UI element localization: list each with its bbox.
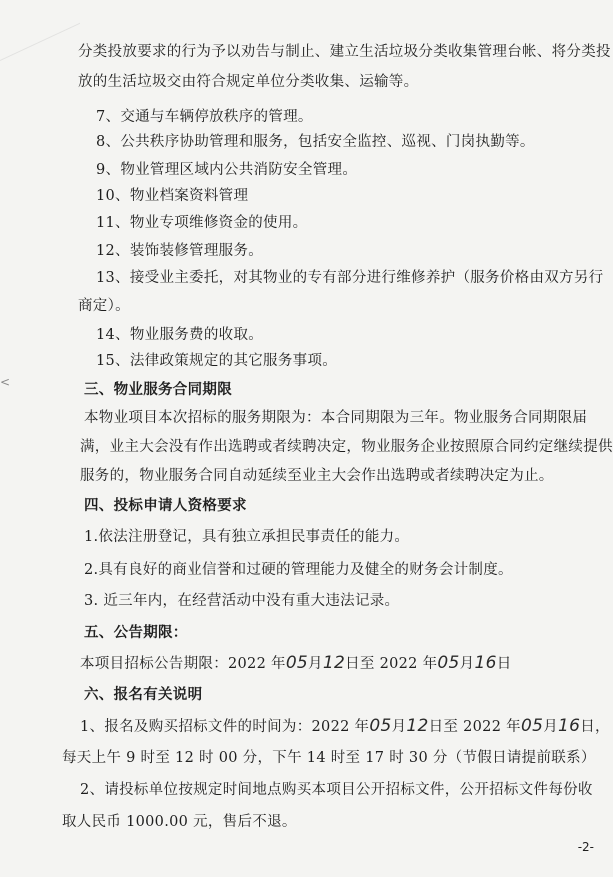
- announcement-period-line: [80, 653, 512, 674]
- text-span: 月: [459, 656, 475, 672]
- text-line: 本物业项目本次招标的服务期限为：本合同期限为三年。物业服务合同期限届: [84, 410, 588, 426]
- qualification-3: 3. 近三年内，在经营活动中没有重大违法记录。: [84, 593, 400, 609]
- text-line: 放的生活垃圾交由符合规定单位分类收集、运输等。: [78, 74, 419, 90]
- qualification-2: 2.具有良好的商业信誉和过硬的管理能力及健全的财务会计制度。: [84, 562, 513, 578]
- page-fold-shadow: [0, 0, 80, 61]
- list-item-12: 12、装饰装修管理服务。: [96, 243, 264, 259]
- text-line: 商定）。: [78, 298, 130, 314]
- text-line: 满，业主大会没有作出选聘或者续聘决定，物业服务企业按照原合同约定继续提供: [80, 439, 613, 455]
- section-heading-3: 三、物业服务合同期限: [84, 381, 232, 398]
- handwritten-month: 05: [437, 653, 460, 673]
- page-number: -2-: [577, 840, 594, 854]
- handwritten-day: 12: [322, 653, 346, 673]
- text-line: 取人民币 1000.00 元，售后不退。: [62, 814, 297, 830]
- text-span: 1、报名及购买招标文件的时间为：2022 年: [80, 719, 370, 735]
- text-span: 月: [308, 656, 323, 672]
- list-item-9: 9、物业管理区域内公共消防安全管理。: [96, 162, 358, 178]
- handwritten-day: 12: [406, 716, 429, 736]
- handwritten-day: 16: [558, 716, 581, 736]
- text-line: 服务的，物业服务合同自动延续至业主大会作出选聘或者续聘决定为止。: [80, 468, 554, 484]
- text-span: 日至 2022 年: [345, 656, 438, 672]
- list-item-15: 15、法律政策规定的其它服务事项。: [96, 353, 338, 369]
- handwritten-day: 16: [474, 653, 497, 673]
- text-line: 2、请投标单位按规定时间地点购买本项目公开招标文件，公开招标文件每份收: [80, 782, 593, 798]
- handwritten-month: 05: [369, 716, 392, 736]
- list-item-13: 13、接受业主委托，对其物业的专有部分进行维修养护（服务价格由双方另行: [96, 270, 604, 286]
- list-item-10: 10、物业档案资料管理: [96, 188, 249, 204]
- list-item-8: 8、公共秩序协助管理和服务，包括安全监控、巡视、门岗执勤等。: [96, 134, 535, 150]
- edge-mark: <: [0, 375, 11, 389]
- section-heading-6: 六、报名有关说明: [84, 686, 203, 703]
- text-span: 日至 2022 年: [428, 719, 521, 735]
- text-span: 本项目招标公告期限：2022 年: [80, 656, 286, 672]
- registration-time-line: [80, 716, 610, 737]
- list-item-11: 11、物业专项维修资金的使用。: [96, 215, 308, 231]
- text-span: 月: [391, 719, 407, 735]
- qualification-1: 1.依法注册登记，具有独立承担民事责任的能力。: [84, 529, 410, 545]
- text-span: 日，: [580, 719, 610, 735]
- list-item-14: 14、物业服务费的收取。: [96, 327, 264, 343]
- handwritten-month: 05: [520, 716, 544, 736]
- text-span: 月: [543, 719, 558, 735]
- text-span: 日: [496, 656, 512, 672]
- section-heading-4: 四、投标申请人资格要求: [84, 497, 247, 514]
- section-heading-5: 五、公告期限：: [84, 624, 188, 641]
- text-line: 每天上午 9 时至 12 时 00 分，下午 14 时至 17 时 30 分（节假日请提前联系）: [62, 750, 596, 766]
- text-line: 分类投放要求的行为予以劝告与制止、建立生活垃圾分类收集管理台帐、将分类投: [78, 44, 611, 60]
- handwritten-month: 05: [285, 653, 309, 673]
- list-item-7: 7、交通与车辆停放秩序的管理。: [96, 109, 313, 125]
